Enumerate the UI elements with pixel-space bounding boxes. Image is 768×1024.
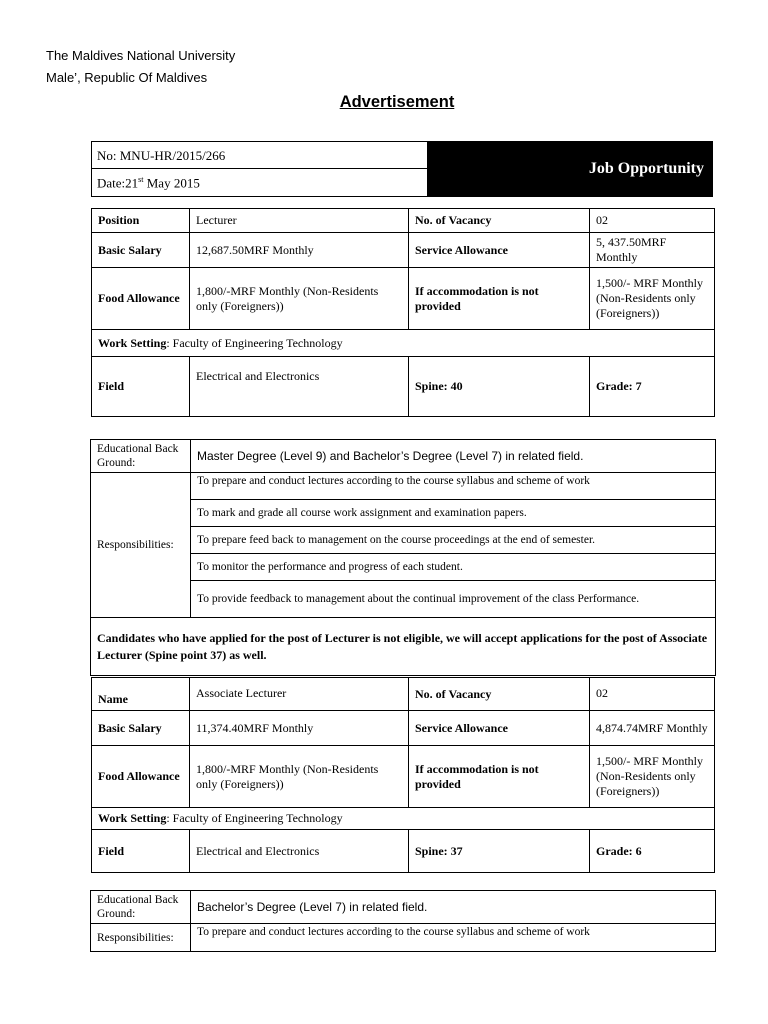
responsibility-item: To provide feedback to management about the continual improvement of the class Performance. xyxy=(191,581,716,618)
university-name: The Maldives National University xyxy=(46,48,236,63)
food-allowance-label: Food Allowance xyxy=(92,268,190,330)
salary-value: 11,374.40MRF Monthly xyxy=(190,711,409,746)
ad-date-prefix: Date:21 xyxy=(97,175,139,191)
field-label: Field xyxy=(92,357,190,417)
spine-value: Spine: 37 xyxy=(409,830,590,873)
name-label: Name xyxy=(92,678,190,711)
edu-value: Master Degree (Level 9) and Bachelor’s Degree (Level 7) in related field. xyxy=(191,440,716,473)
grade-value: Grade: 7 xyxy=(590,357,715,417)
responsibilities-label: Responsibilities: xyxy=(91,473,191,618)
ad-header-box xyxy=(91,141,713,197)
position-label: Position xyxy=(92,209,190,233)
service-allowance-label: Service Allowance xyxy=(409,233,590,268)
edu-value: Bachelor’s Degree (Level 7) in related field. xyxy=(191,891,716,924)
job-opportunity-banner: Job Opportunity xyxy=(427,142,712,196)
associate-table xyxy=(91,677,715,873)
food-allowance-label: Food Allowance xyxy=(92,746,190,808)
work-setting-label: Work Setting xyxy=(98,335,167,350)
accommodation-label: If accommodation is not provided xyxy=(409,746,590,808)
lecturer-table xyxy=(91,208,715,417)
ad-date xyxy=(92,169,427,197)
vacancy-value: 02 xyxy=(590,678,715,711)
vacancy-label: No. of Vacancy xyxy=(409,209,590,233)
spine-value: Spine: 40 xyxy=(409,357,590,417)
accommodation-value: 1,500/- MRF Monthly (Non-Residents only (Foreigners)) xyxy=(590,268,715,330)
ad-date-suffix-sup: st xyxy=(138,175,144,184)
lecturer-education-table xyxy=(90,439,716,676)
accommodation-label: If accommodation is not provided xyxy=(409,268,590,330)
work-setting-value: : Faculty of Engineering Technology xyxy=(166,811,343,825)
responsibility-item: To mark and grade all course work assignment and examination papers. xyxy=(191,500,716,527)
responsibility-item: To prepare feed back to management on the course proceedings at the end of semester. xyxy=(191,527,716,554)
university-location: Male’, Republic Of Maldives xyxy=(46,70,208,85)
name-value: Associate Lecturer xyxy=(190,678,409,711)
work-setting-value: : Faculty of Engineering Technology xyxy=(166,335,343,350)
service-allowance-label: Service Allowance xyxy=(409,711,590,746)
field-value: Electrical and Electronics xyxy=(190,830,409,873)
responsibility-item: To prepare and conduct lectures according to the course syllabus and scheme of work xyxy=(191,473,716,500)
vacancy-value: 02 xyxy=(590,209,715,233)
responsibility-item: To prepare and conduct lectures according to the course syllabus and scheme of work xyxy=(191,924,716,952)
field-value: Electrical and Electronics xyxy=(190,357,409,417)
salary-value: 12,687.50MRF Monthly xyxy=(190,233,409,268)
work-setting-label: Work Setting xyxy=(98,811,167,825)
salary-label: Basic Salary xyxy=(92,711,190,746)
ad-number: No: MNU-HR/2015/266 xyxy=(92,142,427,169)
responsibility-item: To monitor the performance and progress of each student. xyxy=(191,554,716,581)
responsibilities-label: Responsibilities: xyxy=(91,924,191,952)
ad-date-month-year: May 2015 xyxy=(143,175,200,191)
work-setting xyxy=(92,330,715,357)
associate-education-table xyxy=(90,890,716,952)
salary-label: Basic Salary xyxy=(92,233,190,268)
work-setting xyxy=(92,808,715,830)
food-allowance-value: 1,800/-MRF Monthly (Non-Residents only (Foreigners)) xyxy=(190,746,409,808)
eligibility-notice: Candidates who have applied for the post of Lecturer is not eligible, we will accept applications for the post of Associate Lecturer (Spine point 37) as well. xyxy=(91,618,716,676)
accommodation-value: 1,500/- MRF Monthly (Non-Residents only (Foreigners)) xyxy=(590,746,715,808)
page-title: Advertisement xyxy=(339,93,455,111)
vacancy-label: No. of Vacancy xyxy=(409,678,590,711)
edu-label: Educational Back Ground: xyxy=(91,891,191,924)
position-value: Lecturer xyxy=(190,209,409,233)
grade-value: Grade: 6 xyxy=(590,830,715,873)
service-allowance-value: 4,874.74MRF Monthly xyxy=(590,711,715,746)
service-allowance-value: 5, 437.50MRF Monthly xyxy=(590,233,715,268)
food-allowance-value: 1,800/-MRF Monthly (Non-Residents only (Foreigners)) xyxy=(190,268,409,330)
edu-label: Educational Back Ground: xyxy=(91,440,191,473)
field-label: Field xyxy=(92,830,190,873)
